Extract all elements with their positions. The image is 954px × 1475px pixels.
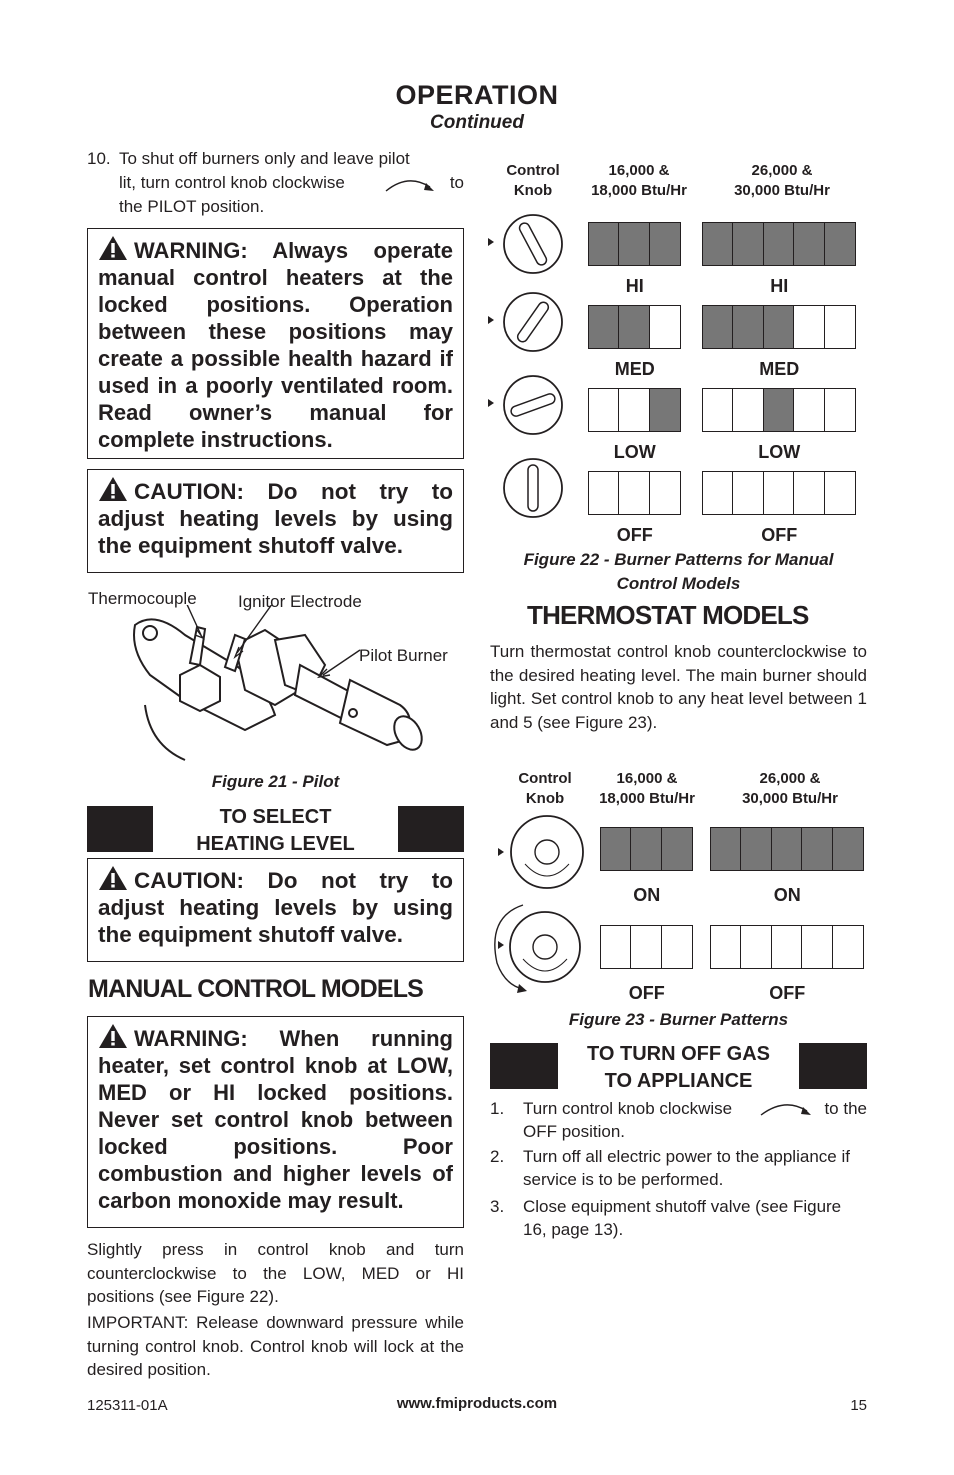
burner-cell-lit <box>824 222 856 266</box>
burner-pattern-a <box>601 827 693 871</box>
step-10 <box>87 147 464 219</box>
burner-pattern-a <box>589 305 681 349</box>
burner-cell-unlit <box>618 388 650 432</box>
level-label: LOW <box>613 442 656 462</box>
list-item <box>490 1097 867 1145</box>
fig22-col-knob <box>490 161 576 201</box>
warning-box-operate <box>87 228 464 459</box>
burner-cell-unlit <box>702 388 734 432</box>
burner-cell-lit <box>771 827 803 871</box>
burner-pattern-a <box>589 471 681 515</box>
burner-pattern-b <box>703 388 856 432</box>
warning-text-operate: WARNING: Always operate manual control heaters at the locked positions. Operation between these positions may create a possible health hazard if used in a poorly ventilated room. Read owner’s manual for complete instructions. <box>98 238 453 452</box>
burner-pattern-b <box>711 827 864 871</box>
turn-off-gas-title <box>490 1041 867 1095</box>
burner-cell-unlit <box>588 471 620 515</box>
burner-cell-lit <box>702 305 734 349</box>
warning-icon <box>98 865 128 891</box>
burner-cell-lit <box>793 222 825 266</box>
fig22-col-b-line2: 30,000 Btu/Hr <box>734 182 830 199</box>
burner-cell-lit <box>702 222 734 266</box>
burner-cell-unlit <box>600 925 632 969</box>
burner-cell-lit <box>618 305 650 349</box>
step-text-line2: lit, turn control knob clockwise <box>119 173 345 192</box>
list-item <box>490 1195 867 1243</box>
burner-cell-lit <box>710 827 742 871</box>
caution-box-1 <box>87 469 464 573</box>
caution-text-2: CAUTION: Do not try to adjust heating levels by using the equipment shutoff valve. <box>98 868 453 947</box>
level-label: OFF <box>761 525 798 545</box>
figure-23-caption: Figure 23 - Burner Patterns <box>568 1010 789 1029</box>
thermostat-knob-off-icon <box>487 903 585 995</box>
burner-cell-unlit <box>801 925 833 969</box>
select-heading-line1: TO SELECT <box>219 806 332 828</box>
burner-cell-lit <box>649 388 681 432</box>
burner-pattern-a <box>589 222 681 266</box>
manual-instructions-para: Slightly press in control knob and turn counterclockwise to the LOW, MED or HI positions (see Figure 22). <box>87 1240 464 1306</box>
label-thermocouple: Thermocouple <box>88 589 197 608</box>
burner-pattern-b <box>711 925 864 969</box>
knob-off-icon <box>486 456 566 520</box>
fig23-col-knob-line2: Knob <box>525 790 565 807</box>
burner-cell-lit <box>763 388 795 432</box>
warning-icon <box>98 476 128 502</box>
level-label: OFF <box>769 983 806 1003</box>
step-text-line1: To shut off burners only and leave pilot <box>119 149 410 168</box>
thermostat-para: Turn thermostat control knob counterclockwise to the desired heating level. The main burner should light. Set control knob to any heat level between 1 and 5 (see Figure 23). <box>490 642 867 732</box>
fig22-col-a <box>576 161 702 201</box>
pilot-assembly-illustration <box>125 605 435 765</box>
knob-hi-icon <box>486 212 566 276</box>
fig22-col-knob-line1: Control <box>506 162 560 179</box>
fig22-caption-line2: Control Models <box>616 574 741 593</box>
thermostat-models-title: THERMOSTAT MODELS <box>527 600 809 630</box>
burner-cell-unlit <box>824 388 856 432</box>
warning-icon <box>98 1023 128 1049</box>
burner-cell-unlit <box>630 925 662 969</box>
list-item <box>490 1145 867 1195</box>
burner-cell-unlit <box>649 471 681 515</box>
fig23-col-b-line2: 30,000 Btu/Hr <box>742 790 838 807</box>
burner-cell-unlit <box>763 471 795 515</box>
level-label: MED <box>614 359 655 379</box>
fig23-col-a-line1: 16,000 & <box>616 770 678 787</box>
figure-22-caption <box>490 548 867 596</box>
burner-cell-unlit <box>793 388 825 432</box>
burner-pattern-b <box>703 471 856 515</box>
turnoff-heading-line1: TO TURN OFF GAS <box>587 1043 770 1065</box>
burner-cell-lit <box>740 827 772 871</box>
level-label: HI <box>770 276 789 296</box>
level-label: MED <box>759 359 800 379</box>
warning-icon <box>98 235 128 261</box>
label-ignitor: Ignitor Electrode <box>238 592 362 611</box>
burner-cell-unlit <box>649 305 681 349</box>
burner-cell-lit <box>588 222 620 266</box>
burner-cell-lit <box>801 827 833 871</box>
manual-control-title: MANUAL CONTROL MODELS <box>88 975 424 1003</box>
caution-text-1: CAUTION: Do not try to adjust heating levels by using the equipment shutoff valve. <box>98 479 453 558</box>
label-pilot-burner: Pilot Burner <box>359 646 448 665</box>
level-label: HI <box>625 276 644 296</box>
burner-pattern-b <box>703 222 856 266</box>
burner-cell-lit <box>618 222 650 266</box>
list-item-text-to-the: to the <box>824 1099 867 1118</box>
burner-cell-unlit <box>661 925 693 969</box>
step-number: 10. <box>87 149 111 168</box>
clockwise-arrow-icon <box>759 1099 817 1119</box>
level-label: ON <box>633 885 661 905</box>
select-heating-title <box>87 804 464 858</box>
fig22-col-knob-line2: Knob <box>513 182 553 199</box>
turn-off-gas-header <box>490 1043 867 1092</box>
burner-cell-unlit <box>732 471 764 515</box>
warning-text-running: WARNING: When running heater, set control knob at LOW, MED or HI locked positions. Never set control knob between locked positions. Poor combustion and higher levels of carbon monoxide may result. <box>98 1026 453 1213</box>
burner-pattern-a <box>589 388 681 432</box>
burner-cell-lit <box>763 222 795 266</box>
page-number: 15 <box>850 1397 867 1414</box>
page-subtitle: Continued <box>430 112 524 133</box>
level-label: OFF <box>628 983 665 1003</box>
turnoff-heading-line2: TO APPLIANCE <box>604 1070 753 1092</box>
select-heading-line2: HEATING LEVEL <box>196 833 355 855</box>
burner-cell-lit <box>661 827 693 871</box>
knob-med-icon <box>486 290 566 354</box>
list-item-number: 3. <box>490 1197 505 1216</box>
select-heating-header <box>87 806 464 855</box>
website-link[interactable]: www.fmiproducts.com <box>396 1395 558 1412</box>
burner-cell-lit <box>732 222 764 266</box>
page-title: OPERATION <box>395 80 559 110</box>
burner-cell-unlit <box>824 471 856 515</box>
burner-cell-unlit <box>832 925 864 969</box>
turn-off-steps <box>490 1097 867 1243</box>
burner-pattern-a <box>601 925 693 969</box>
step-text-line3: the PILOT position. <box>119 197 265 216</box>
burner-cell-lit <box>832 827 864 871</box>
list-item-text: Turn control knob clockwise <box>523 1099 733 1118</box>
list-item-text: Close equipment shutoff valve (see Figure 16, page 13). <box>523 1197 842 1239</box>
clockwise-arrow-icon <box>384 175 439 195</box>
caution-box-2 <box>87 858 464 962</box>
burner-cell-unlit <box>793 471 825 515</box>
list-item-number: 1. <box>490 1099 505 1118</box>
burner-cell-unlit <box>618 471 650 515</box>
burner-cell-unlit <box>740 925 772 969</box>
level-label: LOW <box>758 442 801 462</box>
important-para: IMPORTANT: Release downward pressure while turning control knob. Control knob will lock at the desired position. <box>87 1313 464 1379</box>
burner-cell-unlit <box>732 388 764 432</box>
burner-cell-unlit <box>824 305 856 349</box>
level-label: ON <box>773 885 801 905</box>
fig23-col-a <box>584 769 710 809</box>
fig22-col-b-line1: 26,000 & <box>751 162 813 179</box>
fig22-col-b <box>712 161 852 201</box>
burner-cell-lit <box>630 827 662 871</box>
burner-cell-unlit <box>588 388 620 432</box>
burner-cell-lit <box>649 222 681 266</box>
knob-low-icon <box>486 373 566 437</box>
burner-cell-unlit <box>702 471 734 515</box>
fig23-col-a-line2: 18,000 Btu/Hr <box>599 790 695 807</box>
burner-cell-unlit <box>793 305 825 349</box>
list-item-number: 2. <box>490 1147 505 1166</box>
fig22-col-a-line2: 18,000 Btu/Hr <box>591 182 687 199</box>
burner-cell-lit <box>732 305 764 349</box>
burner-cell-unlit <box>771 925 803 969</box>
figure-21-caption: Figure 21 - Pilot <box>211 772 340 791</box>
thermostat-knob-on-icon <box>495 812 585 892</box>
doc-number: 125311-01A <box>87 1397 168 1414</box>
burner-cell-unlit <box>710 925 742 969</box>
fig23-col-knob <box>502 769 588 809</box>
level-label: OFF <box>616 525 653 545</box>
fig23-col-knob-line1: Control <box>518 770 572 787</box>
fig23-col-b <box>720 769 860 809</box>
fig23-col-b-line1: 26,000 & <box>759 770 821 787</box>
burner-cell-lit <box>600 827 632 871</box>
burner-pattern-b <box>703 305 856 349</box>
warning-box-running <box>87 1016 464 1228</box>
list-item-text-off: OFF position. <box>523 1122 626 1141</box>
fig22-col-a-line1: 16,000 & <box>608 162 670 179</box>
burner-cell-lit <box>763 305 795 349</box>
burner-cell-lit <box>588 305 620 349</box>
fig22-caption-line1: Figure 22 - Burner Patterns for Manual <box>523 550 834 569</box>
list-item-text: Turn off all electric power to the appliance if service is to be performed. <box>523 1147 850 1189</box>
step-text-to: to <box>449 173 464 192</box>
